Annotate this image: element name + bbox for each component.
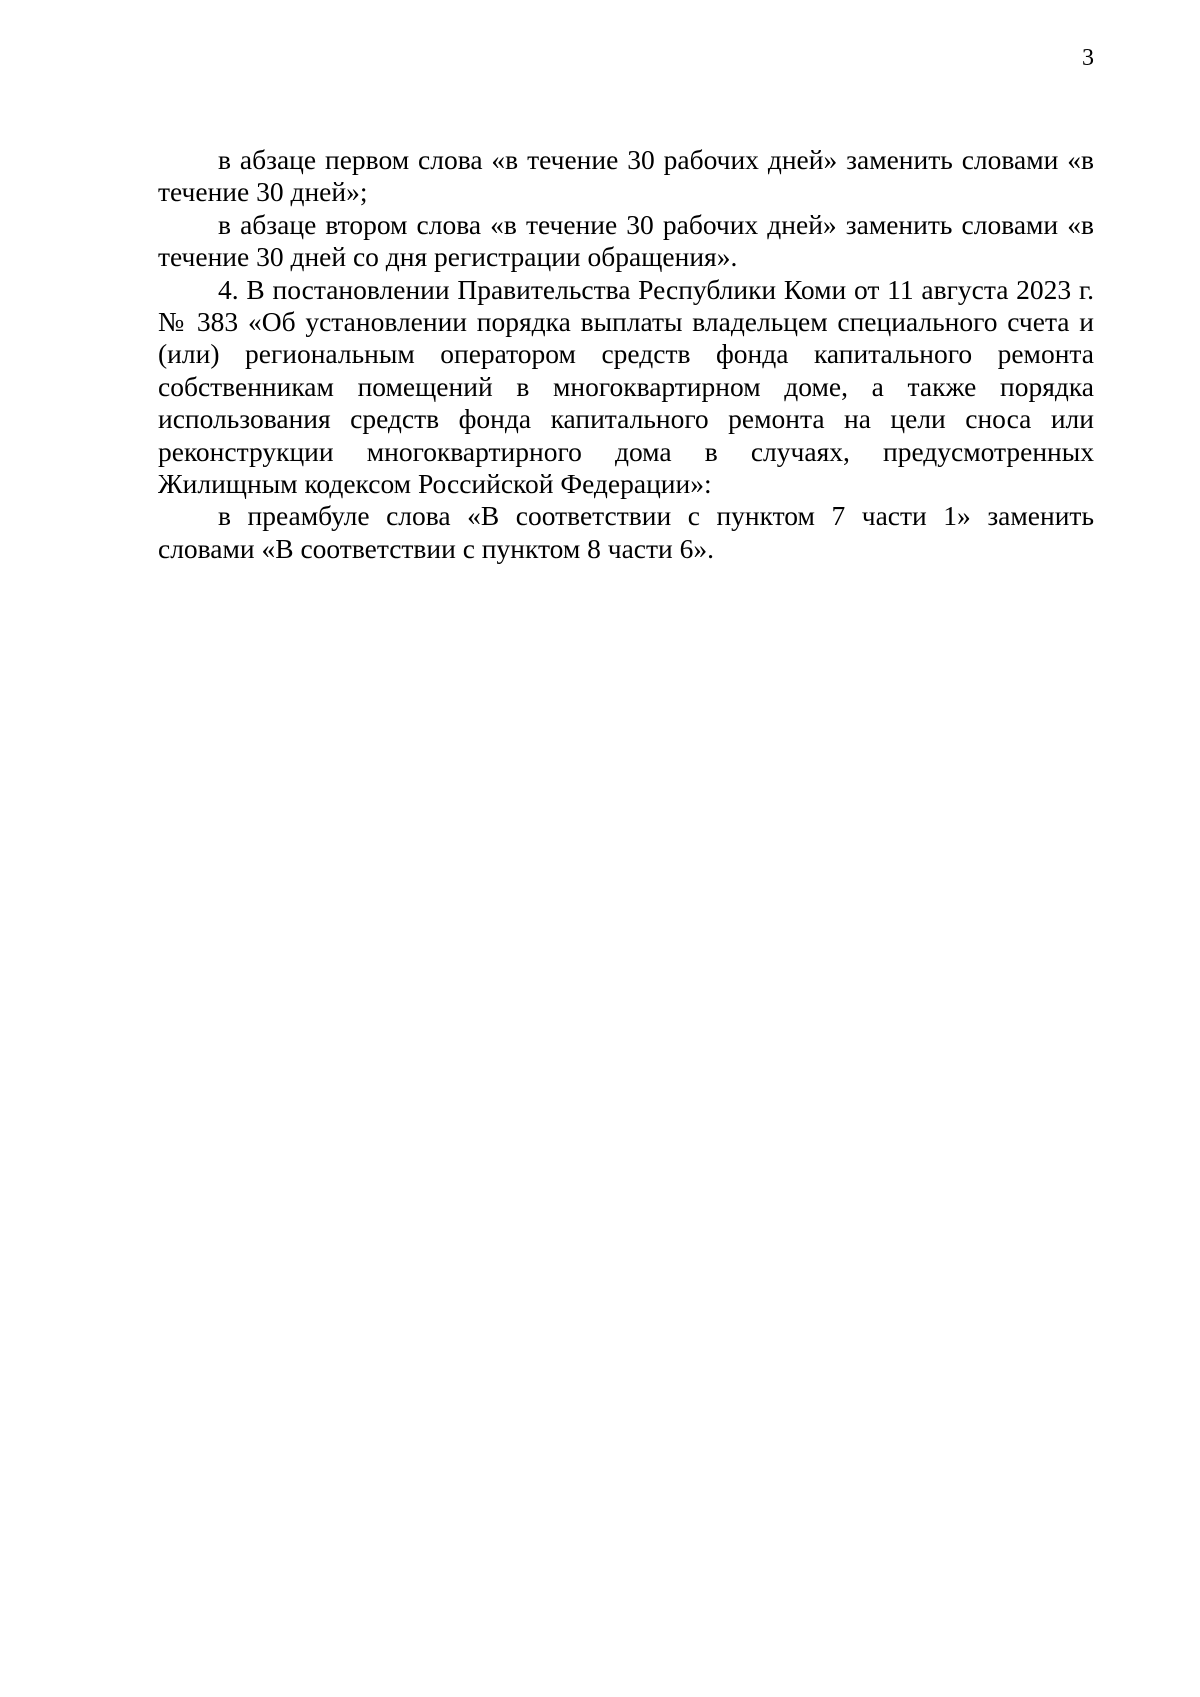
paragraph-preamble-amendment: в преамбуле слова «В соответствии с пунктом 7 части 1» заменить словами «В соответствии с пунктом 8 части 6». <box>158 500 1094 564</box>
paragraph-amendment-first-clause: в абзаце первом слова «в течение 30 рабочих дней» заменить словами «в течение 30 дней»; <box>158 144 1094 208</box>
paragraph-item-4: 4. В постановлении Правительства Республики Коми от 11 августа 2023 г. № 383 «Об установлении порядка выплаты владельцем специального счета и (или) региональным оператором средств фонда капитального ремонта собственникам помещений в многоквартирном доме, а также порядка использования средств фонда капитального ремонта на цели сноса или реконструкции многоквартирного дома в случаях, предусмотренных Жилищным кодексом Российской Федерации»: <box>158 273 1094 500</box>
document-body <box>158 144 1094 565</box>
paragraph-amendment-second-clause: в абзаце втором слова «в течение 30 рабочих дней» заменить словами «в течение 30 дней со дня регистрации обращения». <box>158 208 1094 273</box>
page-number: 3 <box>1082 45 1094 71</box>
